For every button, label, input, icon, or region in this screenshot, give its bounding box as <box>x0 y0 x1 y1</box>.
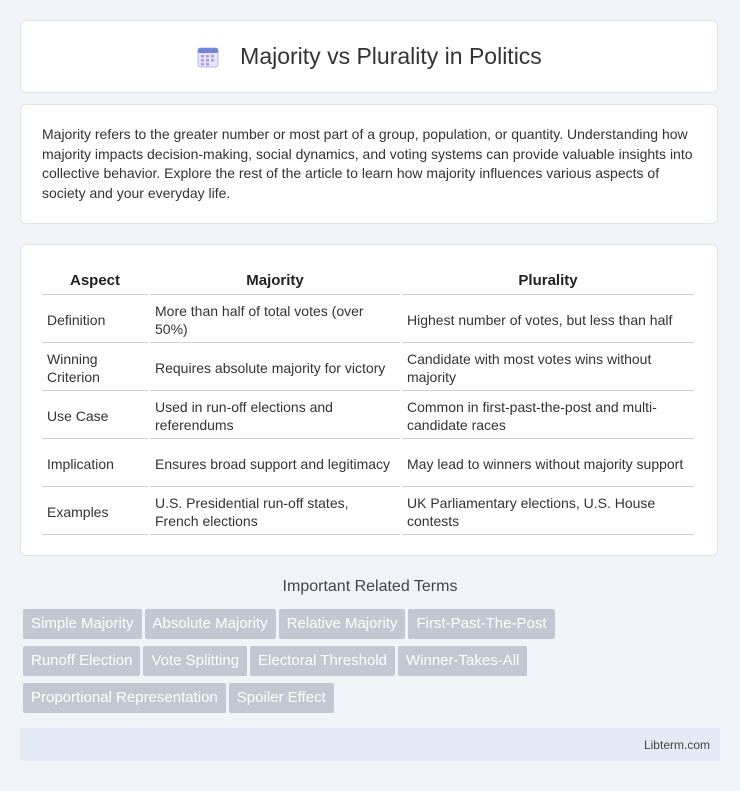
table-header-row <box>42 267 694 295</box>
table-cell: U.S. Presidential run-off states, French elections <box>150 489 400 535</box>
table-cell: Requires absolute majority for victory <box>150 345 400 391</box>
comparison-table <box>40 265 696 537</box>
tag-winner-takes-all[interactable]: Winner-Takes-All <box>398 646 527 676</box>
table-row <box>42 441 694 487</box>
header-card <box>20 20 718 93</box>
table-cell: Ensures broad support and legitimacy <box>150 441 400 487</box>
table-cell: Use Case <box>42 393 148 439</box>
table-cell: May lead to winners without majority support <box>402 441 694 487</box>
table-cell: Implication <box>42 441 148 487</box>
table-cell: Candidate with most votes wins without majority <box>402 345 694 391</box>
related-terms-title: Important Related Terms <box>282 578 458 595</box>
related-terms-list <box>23 609 723 720</box>
table-row <box>42 345 694 391</box>
intro-card <box>20 104 718 224</box>
comparison-card <box>20 244 718 556</box>
table-cell: Examples <box>42 489 148 535</box>
header-plurality: Plurality <box>402 267 694 295</box>
table-cell: Highest number of votes, but less than half <box>402 297 694 343</box>
intro-text: Majority refers to the greater number or most part of a group, population, or quantity. Understanding how majority impacts decision-making, social dynamics, and voting systems can provide valuable insights into collective behavior. Explore the rest of the article to learn how majority influences various aspects of society and your everyday life. <box>42 126 693 201</box>
tag-relative-majority[interactable]: Relative Majority <box>279 609 406 639</box>
tag-electoral-threshold[interactable]: Electoral Threshold <box>250 646 395 676</box>
table-cell: Used in run-off elections and referendums <box>150 393 400 439</box>
tag-first-past-the-post[interactable]: First-Past-The-Post <box>408 609 554 639</box>
table-cell: UK Parliamentary elections, U.S. House contests <box>402 489 694 535</box>
table-cell: More than half of total votes (over 50%) <box>150 297 400 343</box>
footer <box>20 728 720 761</box>
table-row <box>42 297 694 343</box>
calendar-icon <box>196 45 220 69</box>
tag-runoff-election[interactable]: Runoff Election <box>23 646 140 676</box>
tag-absolute-majority[interactable]: Absolute Majority <box>145 609 276 639</box>
table-cell: Common in first-past-the-post and multi-candidate races <box>402 393 694 439</box>
table-cell: Winning Criterion <box>42 345 148 391</box>
header-aspect: Aspect <box>42 267 148 295</box>
tag-proportional-representation[interactable]: Proportional Representation <box>23 683 226 713</box>
tag-simple-majority[interactable]: Simple Majority <box>23 609 142 639</box>
tag-vote-splitting[interactable]: Vote Splitting <box>143 646 247 676</box>
footer-site-link[interactable]: Libterm.com <box>643 737 710 752</box>
page-title: Majority vs Plurality in Politics <box>240 43 542 69</box>
table-cell: Definition <box>42 297 148 343</box>
table-row <box>42 393 694 439</box>
table-row <box>42 489 694 535</box>
header-majority: Majority <box>150 267 400 295</box>
tag-spoiler-effect[interactable]: Spoiler Effect <box>229 683 334 713</box>
